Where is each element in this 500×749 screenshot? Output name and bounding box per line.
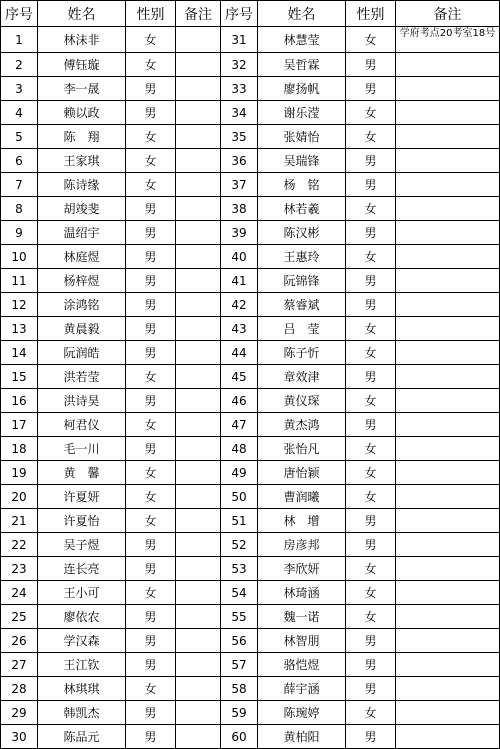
name-cell-right: 廖扬帆	[258, 77, 346, 101]
note-cell-left	[176, 677, 221, 701]
header-gender-right: 性别	[346, 1, 396, 27]
note-cell-right	[396, 77, 500, 101]
name-cell-right: 吴哲霖	[258, 53, 346, 77]
name-cell-left: 黄晨毅	[38, 317, 126, 341]
seq-cell-right: 36	[221, 149, 258, 173]
gender-cell-left: 男	[126, 221, 176, 245]
note-cell-left	[176, 53, 221, 77]
note-cell-right	[396, 629, 500, 653]
seq-cell-right: 59	[221, 701, 258, 725]
gender-cell-left: 男	[126, 317, 176, 341]
table-row	[1, 485, 500, 509]
name-cell-right: 唐怡颖	[258, 461, 346, 485]
note-cell-right	[396, 581, 500, 605]
table-row	[1, 173, 500, 197]
table-row	[1, 581, 500, 605]
name-cell-right: 吕 莹	[258, 317, 346, 341]
seq-cell-right: 35	[221, 125, 258, 149]
seq-cell-right: 48	[221, 437, 258, 461]
gender-cell-left: 男	[126, 77, 176, 101]
table-row	[1, 221, 500, 245]
name-cell-left: 陈 翔	[38, 125, 126, 149]
gender-cell-right: 男	[346, 365, 396, 389]
note-cell-right	[396, 221, 500, 245]
note-cell-left	[176, 413, 221, 437]
name-cell-left: 傅钰璇	[38, 53, 126, 77]
name-cell-left: 胡竣斐	[38, 197, 126, 221]
seq-cell-right: 39	[221, 221, 258, 245]
gender-cell-right: 女	[346, 701, 396, 725]
name-cell-right: 薛宇涵	[258, 677, 346, 701]
gender-cell-right: 男	[346, 725, 396, 749]
seq-cell-right: 47	[221, 413, 258, 437]
header-gender-left: 性别	[126, 1, 176, 27]
gender-cell-left: 男	[126, 197, 176, 221]
name-cell-left: 涂鸿铭	[38, 293, 126, 317]
seq-cell-left: 11	[1, 269, 38, 293]
seq-cell-left: 23	[1, 557, 38, 581]
name-cell-right: 黄柏阳	[258, 725, 346, 749]
seq-cell-left: 24	[1, 581, 38, 605]
seq-cell-left: 13	[1, 317, 38, 341]
note-cell-left	[176, 173, 221, 197]
name-cell-left: 杨梓煜	[38, 269, 126, 293]
gender-cell-right: 男	[346, 173, 396, 197]
gender-cell-left: 女	[126, 365, 176, 389]
note-cell-right	[396, 149, 500, 173]
gender-cell-left: 女	[126, 413, 176, 437]
gender-cell-left: 男	[126, 293, 176, 317]
gender-cell-left: 男	[126, 533, 176, 557]
name-cell-right: 王惠玲	[258, 245, 346, 269]
gender-cell-right: 女	[346, 581, 396, 605]
table-row	[1, 317, 500, 341]
name-cell-right: 林琦涵	[258, 581, 346, 605]
seq-cell-left: 12	[1, 293, 38, 317]
name-cell-left: 连长亮	[38, 557, 126, 581]
header-note-left: 备注	[176, 1, 221, 27]
name-cell-right: 陈汉彬	[258, 221, 346, 245]
note-cell-right	[396, 245, 500, 269]
seq-cell-left: 28	[1, 677, 38, 701]
name-cell-left: 陈诗缘	[38, 173, 126, 197]
name-cell-left: 学汉森	[38, 629, 126, 653]
seq-cell-left: 21	[1, 509, 38, 533]
seq-cell-left: 19	[1, 461, 38, 485]
name-cell-left: 林琪琪	[38, 677, 126, 701]
name-cell-left: 赖以政	[38, 101, 126, 125]
name-cell-right: 阮锦锋	[258, 269, 346, 293]
gender-cell-left: 男	[126, 653, 176, 677]
name-cell-left: 阮润皓	[38, 341, 126, 365]
gender-cell-right: 男	[346, 413, 396, 437]
table-row	[1, 27, 500, 53]
seq-cell-left: 4	[1, 101, 38, 125]
name-cell-right: 房彦邦	[258, 533, 346, 557]
name-cell-right: 魏一诺	[258, 605, 346, 629]
seq-cell-right: 56	[221, 629, 258, 653]
name-cell-left: 洪诗昊	[38, 389, 126, 413]
name-cell-right: 吴瑞锋	[258, 149, 346, 173]
gender-cell-right: 女	[346, 389, 396, 413]
gender-cell-right: 男	[346, 149, 396, 173]
name-cell-right: 林 增	[258, 509, 346, 533]
seq-cell-left: 22	[1, 533, 38, 557]
seq-cell-right: 40	[221, 245, 258, 269]
header-name-right: 姓名	[258, 1, 346, 27]
table-row	[1, 197, 500, 221]
gender-cell-right: 女	[346, 101, 396, 125]
note-cell-right	[396, 293, 500, 317]
table-row	[1, 605, 500, 629]
gender-cell-left: 女	[126, 485, 176, 509]
note-cell-left	[176, 701, 221, 725]
seq-cell-left: 6	[1, 149, 38, 173]
note-cell-left	[176, 269, 221, 293]
gender-cell-left: 男	[126, 341, 176, 365]
seq-cell-left: 9	[1, 221, 38, 245]
note-cell-right	[396, 269, 500, 293]
seq-cell-left: 7	[1, 173, 38, 197]
name-cell-left: 毛一川	[38, 437, 126, 461]
gender-cell-right: 男	[346, 533, 396, 557]
seq-cell-left: 1	[1, 27, 38, 53]
gender-cell-left: 男	[126, 269, 176, 293]
table-row	[1, 365, 500, 389]
seq-cell-right: 46	[221, 389, 258, 413]
header-note-right: 备注	[396, 1, 500, 27]
note-cell-right	[396, 389, 500, 413]
table-row	[1, 101, 500, 125]
note-cell-right	[396, 437, 500, 461]
gender-cell-right: 男	[346, 653, 396, 677]
name-cell-left: 柯君仪	[38, 413, 126, 437]
header-seq-right: 序号	[221, 1, 258, 27]
gender-cell-right: 男	[346, 221, 396, 245]
gender-cell-left: 女	[126, 461, 176, 485]
seq-cell-right: 37	[221, 173, 258, 197]
table-row	[1, 437, 500, 461]
note-cell-right	[396, 677, 500, 701]
gender-cell-left: 女	[126, 677, 176, 701]
note-cell-left	[176, 653, 221, 677]
seq-cell-left: 30	[1, 725, 38, 749]
table-row	[1, 245, 500, 269]
table-row	[1, 389, 500, 413]
name-cell-left: 李一晟	[38, 77, 126, 101]
seq-cell-right: 53	[221, 557, 258, 581]
note-cell-right	[396, 509, 500, 533]
note-cell-right	[396, 413, 500, 437]
gender-cell-right: 女	[346, 27, 396, 53]
name-cell-left: 温绍宇	[38, 221, 126, 245]
note-cell-left	[176, 77, 221, 101]
name-cell-right: 曹润曦	[258, 485, 346, 509]
name-cell-right: 骆恺煜	[258, 653, 346, 677]
note-cell-left	[176, 629, 221, 653]
gender-cell-right: 女	[346, 437, 396, 461]
seq-cell-left: 27	[1, 653, 38, 677]
gender-cell-left: 女	[126, 173, 176, 197]
note-cell-right	[396, 317, 500, 341]
seq-cell-left: 15	[1, 365, 38, 389]
name-cell-left: 林庭煜	[38, 245, 126, 269]
table-row	[1, 677, 500, 701]
seq-cell-left: 26	[1, 629, 38, 653]
gender-cell-left: 男	[126, 389, 176, 413]
gender-cell-right: 女	[346, 605, 396, 629]
seq-cell-right: 51	[221, 509, 258, 533]
seq-cell-left: 17	[1, 413, 38, 437]
seq-cell-left: 14	[1, 341, 38, 365]
seq-cell-right: 42	[221, 293, 258, 317]
note-cell-right	[396, 605, 500, 629]
gender-cell-right: 男	[346, 53, 396, 77]
header-row	[1, 1, 500, 27]
table-row	[1, 509, 500, 533]
table-row	[1, 341, 500, 365]
gender-cell-right: 女	[346, 245, 396, 269]
note-cell-left	[176, 245, 221, 269]
gender-cell-right: 男	[346, 269, 396, 293]
gender-cell-right: 男	[346, 629, 396, 653]
name-cell-right: 黄杰鸿	[258, 413, 346, 437]
note-cell-right	[396, 557, 500, 581]
name-cell-right: 张怡凡	[258, 437, 346, 461]
name-cell-left: 韩凯杰	[38, 701, 126, 725]
note-cell-left	[176, 125, 221, 149]
name-cell-right: 杨 铭	[258, 173, 346, 197]
note-cell-right	[396, 365, 500, 389]
note-cell-left	[176, 365, 221, 389]
name-cell-left: 廖依农	[38, 605, 126, 629]
seq-cell-right: 41	[221, 269, 258, 293]
note-cell-left	[176, 389, 221, 413]
name-cell-left: 林沫非	[38, 27, 126, 53]
note-cell-right	[396, 461, 500, 485]
roster-body	[1, 27, 500, 749]
name-cell-right: 林慧莹	[258, 27, 346, 53]
table-row	[1, 53, 500, 77]
note-cell-right	[396, 341, 500, 365]
name-cell-left: 黄 馨	[38, 461, 126, 485]
seq-cell-right: 54	[221, 581, 258, 605]
note-cell-left	[176, 581, 221, 605]
seq-cell-right: 49	[221, 461, 258, 485]
note-cell-right	[396, 173, 500, 197]
name-cell-right: 黄仪琛	[258, 389, 346, 413]
note-cell-right	[396, 125, 500, 149]
gender-cell-left: 男	[126, 725, 176, 749]
note-cell-left	[176, 461, 221, 485]
note-cell-right	[396, 53, 500, 77]
name-cell-right: 陈子忻	[258, 341, 346, 365]
gender-cell-left: 女	[126, 125, 176, 149]
seq-cell-right: 32	[221, 53, 258, 77]
seq-cell-right: 58	[221, 677, 258, 701]
name-cell-right: 蔡睿斌	[258, 293, 346, 317]
table-row	[1, 293, 500, 317]
seq-cell-left: 3	[1, 77, 38, 101]
seq-cell-right: 31	[221, 27, 258, 53]
seq-cell-right: 43	[221, 317, 258, 341]
seq-cell-left: 8	[1, 197, 38, 221]
gender-cell-right: 女	[346, 317, 396, 341]
seq-cell-right: 44	[221, 341, 258, 365]
name-cell-left: 王江钦	[38, 653, 126, 677]
gender-cell-left: 女	[126, 581, 176, 605]
table-row	[1, 701, 500, 725]
note-cell-left	[176, 317, 221, 341]
table-row	[1, 149, 500, 173]
gender-cell-right: 男	[346, 77, 396, 101]
name-cell-right: 林若羲	[258, 197, 346, 221]
gender-cell-right: 女	[346, 197, 396, 221]
note-cell-left	[176, 27, 221, 53]
gender-cell-left: 女	[126, 53, 176, 77]
seq-cell-left: 18	[1, 437, 38, 461]
seq-cell-right: 38	[221, 197, 258, 221]
seq-cell-right: 52	[221, 533, 258, 557]
seq-cell-right: 34	[221, 101, 258, 125]
note-cell-right: 学府考点20考室18号	[396, 27, 500, 53]
note-cell-left	[176, 437, 221, 461]
gender-cell-left: 男	[126, 629, 176, 653]
gender-cell-right: 女	[346, 485, 396, 509]
name-cell-left: 许夏怡	[38, 509, 126, 533]
gender-cell-right: 男	[346, 677, 396, 701]
name-cell-right: 谢乐滢	[258, 101, 346, 125]
name-cell-left: 陈品元	[38, 725, 126, 749]
note-cell-right	[396, 701, 500, 725]
note-cell-left	[176, 101, 221, 125]
gender-cell-left: 男	[126, 101, 176, 125]
note-cell-right	[396, 485, 500, 509]
name-cell-right: 陈琬婷	[258, 701, 346, 725]
table-row	[1, 413, 500, 437]
name-cell-right: 张婧怡	[258, 125, 346, 149]
note-cell-left	[176, 557, 221, 581]
note-cell-left	[176, 485, 221, 509]
header-name-left: 姓名	[38, 1, 126, 27]
gender-cell-right: 男	[346, 293, 396, 317]
gender-cell-right: 男	[346, 509, 396, 533]
table-row	[1, 533, 500, 557]
note-cell-right	[396, 197, 500, 221]
seq-cell-right: 57	[221, 653, 258, 677]
note-cell-left	[176, 509, 221, 533]
name-cell-left: 洪若莹	[38, 365, 126, 389]
gender-cell-left: 女	[126, 27, 176, 53]
name-cell-left: 许夏妍	[38, 485, 126, 509]
table-row	[1, 461, 500, 485]
note-cell-left	[176, 197, 221, 221]
table-row	[1, 269, 500, 293]
gender-cell-left: 男	[126, 437, 176, 461]
table-row	[1, 125, 500, 149]
gender-cell-right: 女	[346, 125, 396, 149]
note-cell-left	[176, 533, 221, 557]
seq-cell-right: 45	[221, 365, 258, 389]
note-cell-left	[176, 221, 221, 245]
gender-cell-left: 女	[126, 149, 176, 173]
table-row	[1, 557, 500, 581]
gender-cell-right: 女	[346, 557, 396, 581]
seq-cell-right: 33	[221, 77, 258, 101]
note-cell-right	[396, 101, 500, 125]
seq-cell-right: 60	[221, 725, 258, 749]
note-cell-left	[176, 605, 221, 629]
gender-cell-left: 男	[126, 245, 176, 269]
note-cell-left	[176, 341, 221, 365]
seq-cell-left: 10	[1, 245, 38, 269]
gender-cell-right: 女	[346, 341, 396, 365]
table-row	[1, 629, 500, 653]
name-cell-right: 李欣妍	[258, 557, 346, 581]
name-cell-left: 王家琪	[38, 149, 126, 173]
name-cell-right: 林智朋	[258, 629, 346, 653]
seq-cell-left: 2	[1, 53, 38, 77]
note-cell-right	[396, 533, 500, 557]
table-row	[1, 653, 500, 677]
table-row	[1, 77, 500, 101]
gender-cell-right: 女	[346, 461, 396, 485]
name-cell-left: 王小可	[38, 581, 126, 605]
note-cell-left	[176, 149, 221, 173]
name-cell-left: 吴子煜	[38, 533, 126, 557]
gender-cell-left: 男	[126, 605, 176, 629]
name-cell-right: 章效津	[258, 365, 346, 389]
note-cell-left	[176, 293, 221, 317]
header-seq-left: 序号	[1, 1, 38, 27]
seq-cell-left: 16	[1, 389, 38, 413]
seq-cell-right: 50	[221, 485, 258, 509]
gender-cell-left: 男	[126, 557, 176, 581]
gender-cell-left: 女	[126, 509, 176, 533]
seq-cell-right: 55	[221, 605, 258, 629]
gender-cell-left: 男	[126, 701, 176, 725]
seq-cell-left: 5	[1, 125, 38, 149]
seq-cell-left: 29	[1, 701, 38, 725]
note-cell-right	[396, 653, 500, 677]
seq-cell-left: 20	[1, 485, 38, 509]
seq-cell-left: 25	[1, 605, 38, 629]
